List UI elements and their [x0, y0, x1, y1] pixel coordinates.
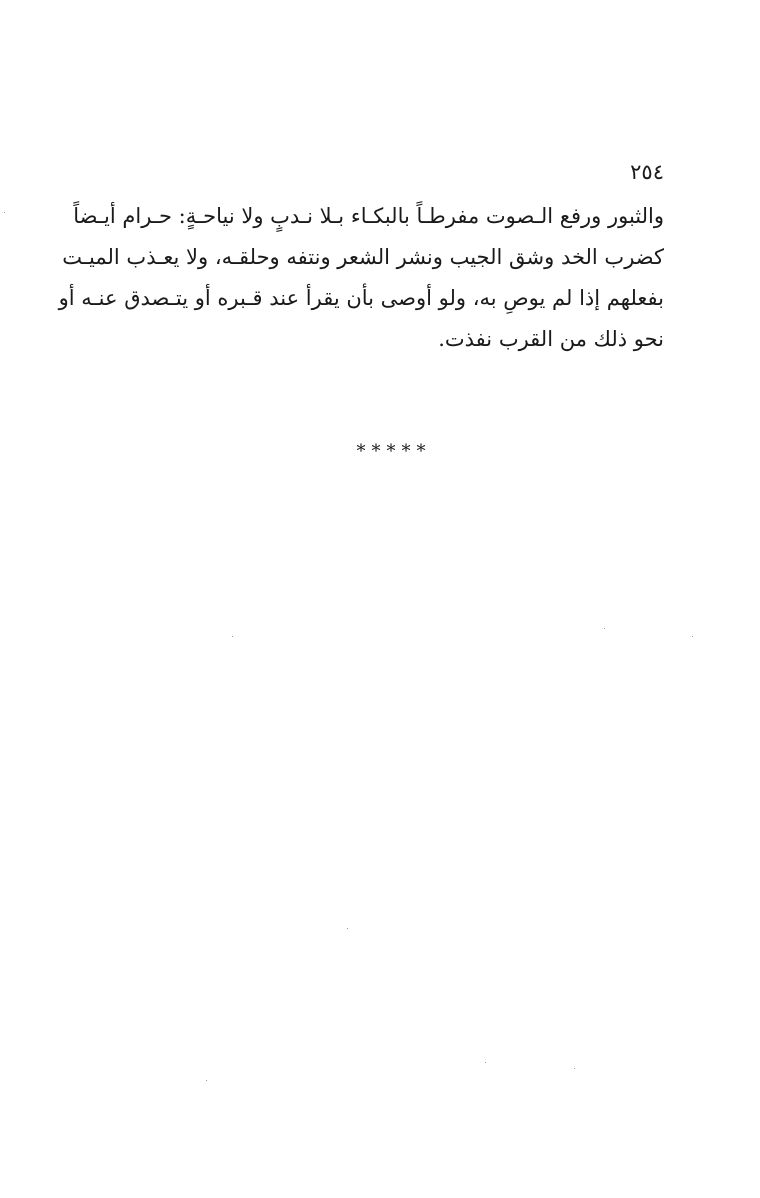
scan-speck [232, 636, 233, 637]
page-number: ٢٥٤ [630, 160, 664, 184]
text-line-2: كضرب الخد وشق الجيب ونشر الشعر ونتفه وحلقـه، ولا يعـذب الميـت [62, 245, 664, 269]
body-text [58, 196, 664, 360]
scan-speck [574, 1068, 575, 1069]
scan-speck [485, 1062, 486, 1063]
scan-speck [347, 928, 348, 929]
scan-speck [604, 628, 605, 629]
scan-speck [4, 212, 5, 213]
section-separator: ***** [356, 441, 432, 462]
text-line-1: والثبور ورفع الـصوت مفرطـاً بالبكـاء بـلا نـدبٍ ولا نياحـةٍ: حـرام أيـضاً [73, 204, 664, 228]
text-line-3: بفعلهم إذا لم يوصِ به، ولو أوصى بأن يقرأ عند قـبره أو يتـصدق عنـه أو [58, 286, 664, 310]
text-line-4: نحو ذلك من القرب نفذت. [438, 327, 664, 351]
scan-speck [206, 1080, 207, 1081]
scan-speck [692, 636, 693, 637]
